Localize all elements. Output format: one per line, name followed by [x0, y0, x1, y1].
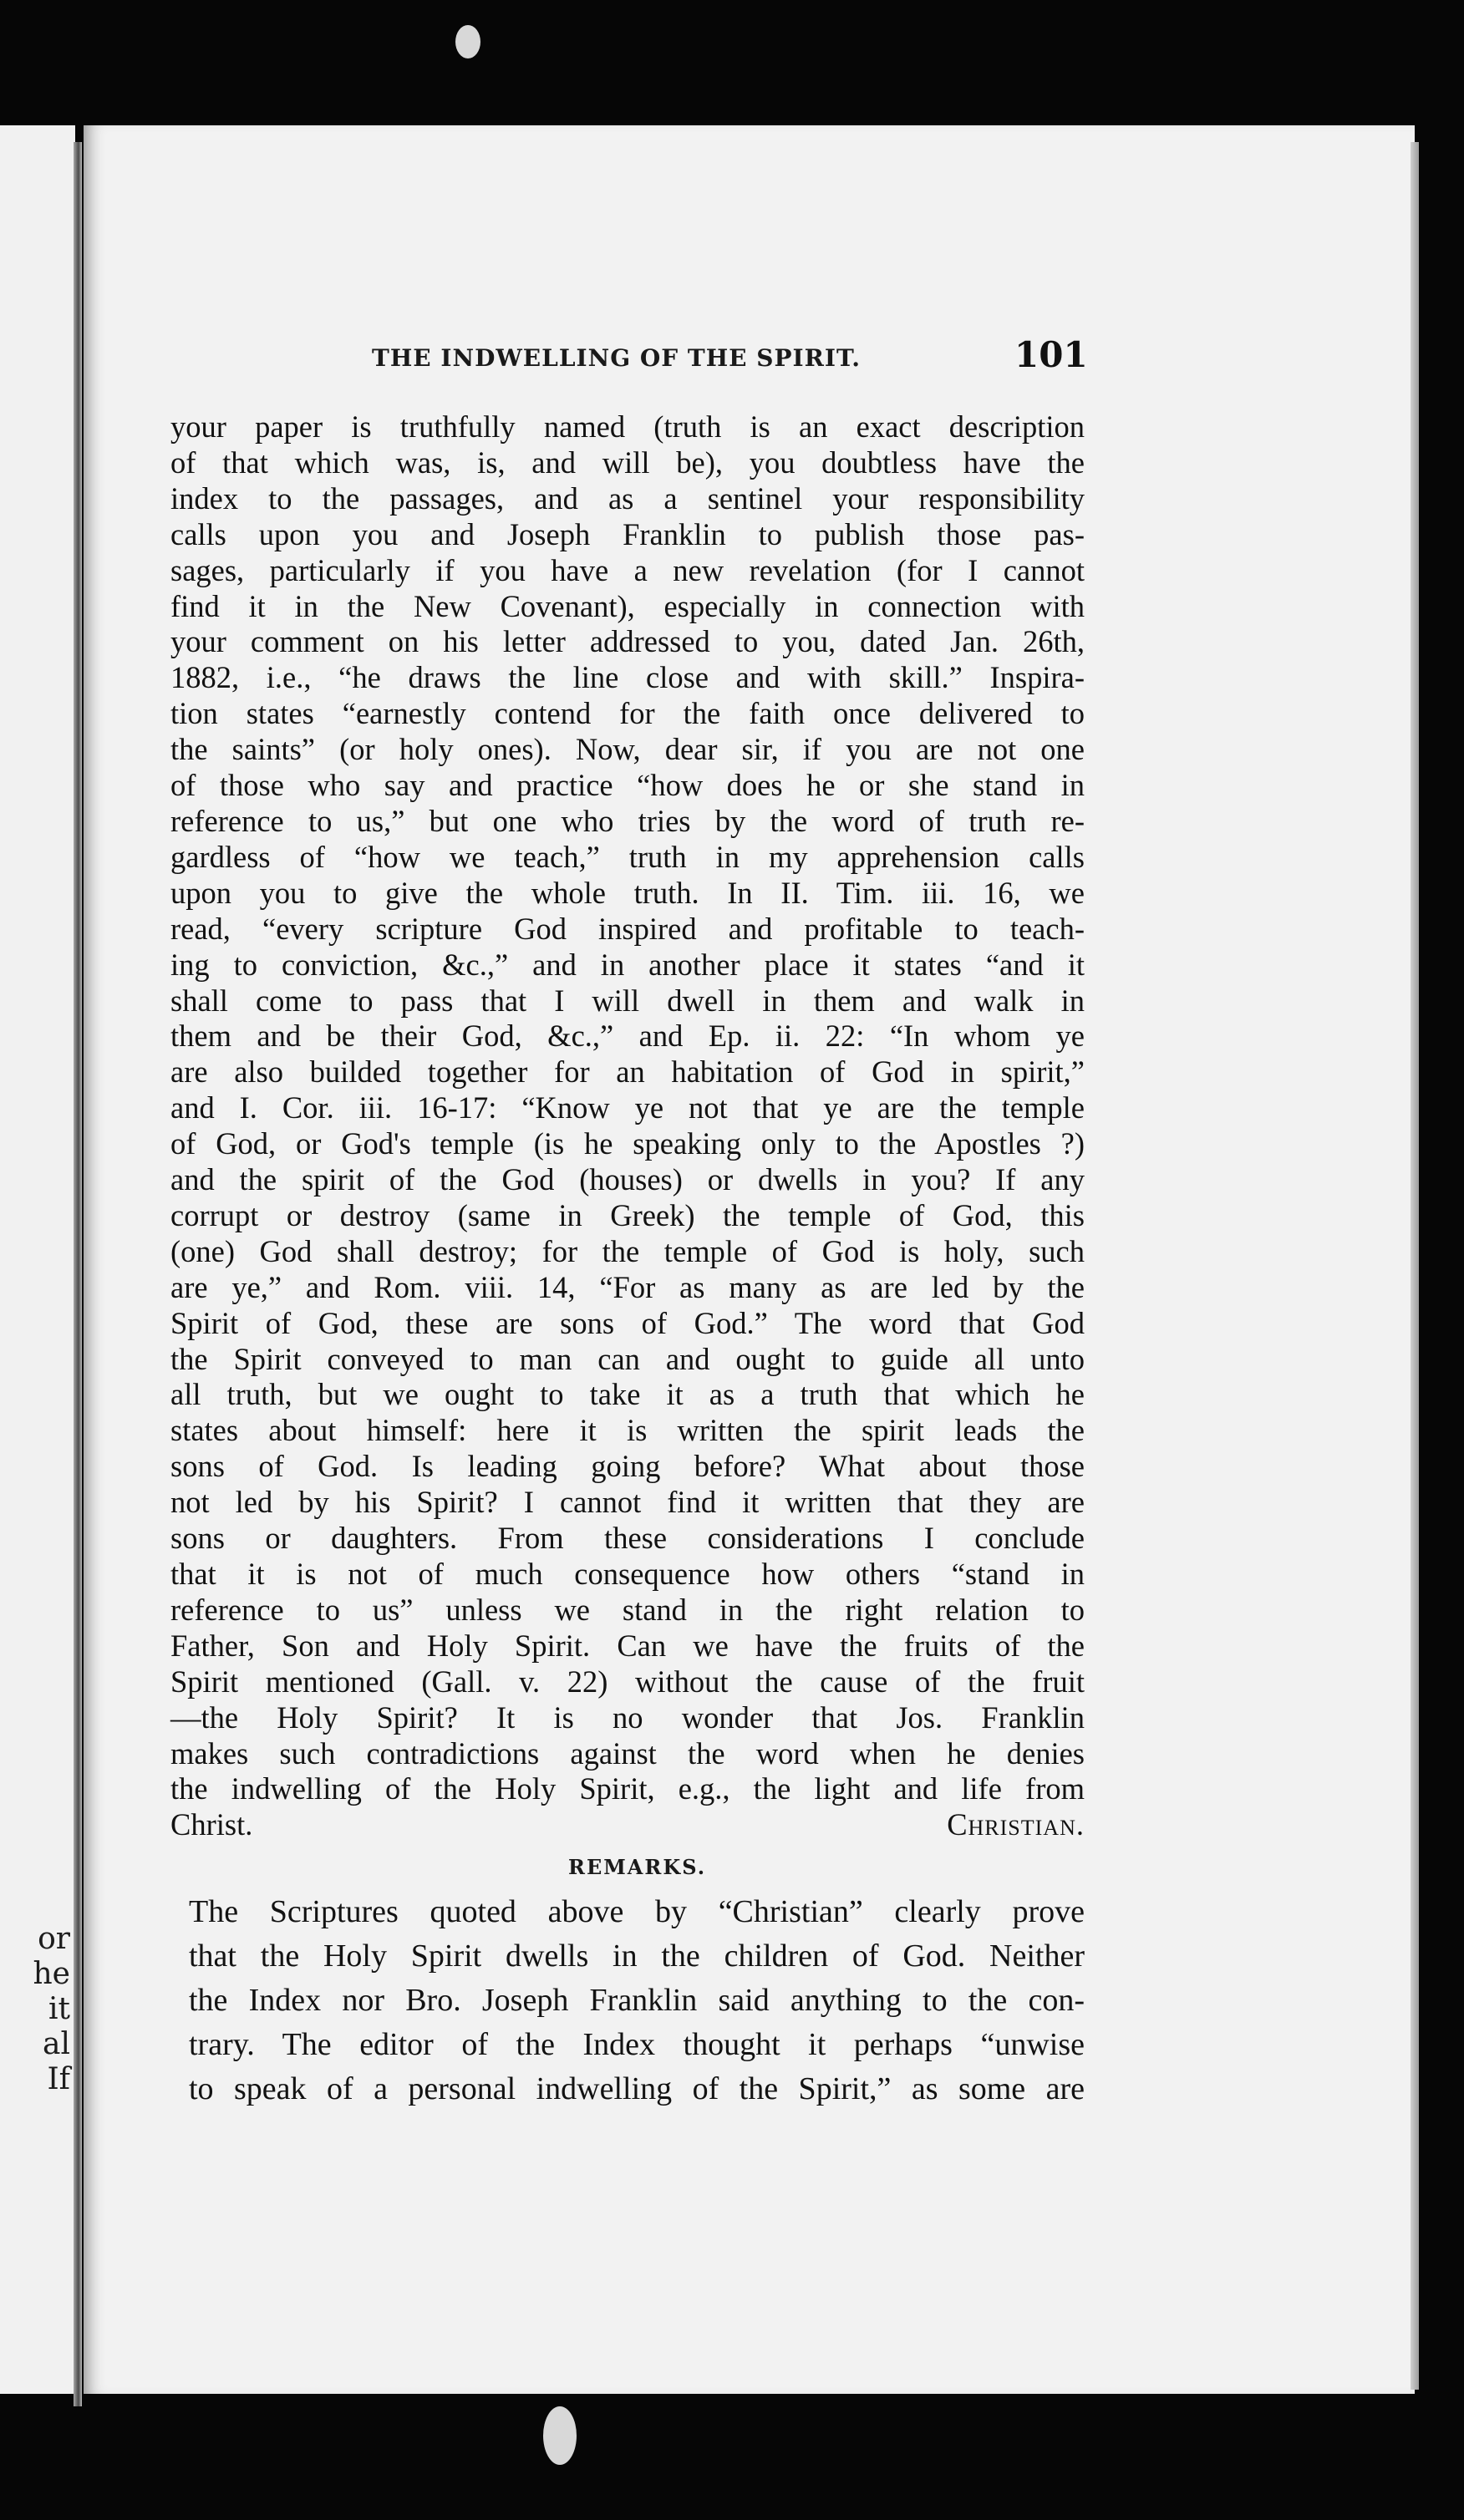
remarks-body — [189, 1890, 1085, 2111]
text-line: the saints” (or holy ones). Now, dear sir, if you are not one — [170, 732, 1085, 767]
text-line: your paper is truthfully named (truth is an exact description — [170, 409, 1085, 444]
text-line: The Scriptures quoted above by “Christian” clearly prove — [189, 1894, 1085, 1929]
running-head: THE INDWELLING OF THE SPIRIT. — [372, 344, 861, 372]
scan-speck — [455, 25, 480, 58]
text-line: ing to conviction, &c.,” and in another place it states “and it — [170, 947, 1085, 982]
text-line: the Spirit conveyed to man can and ought to guide all unto — [170, 1341, 1085, 1376]
text-line: read, “every scripture God inspired and profitable to teach- — [170, 911, 1085, 946]
signature: Christian. — [947, 1807, 1085, 1842]
text-line: them and be their God, &c.,” and Ep. ii. 22: “In whom ye — [170, 1019, 1085, 1054]
text-line: your comment on his letter addressed to you, dated Jan. 26th, — [170, 624, 1085, 659]
text-line: Spirit mentioned (Gall. v. 22) without the cause of the fruit — [170, 1664, 1085, 1699]
text-line: gardless of “how we teach,” truth in my apprehension calls — [170, 839, 1085, 874]
fragment: it — [48, 1992, 70, 2026]
text-line: (one) God shall destroy; for the temple of God is holy, such — [170, 1233, 1085, 1268]
book-gutter — [74, 142, 82, 2406]
text-line: trary. The editor of the Index thought it perhaps “unwise — [189, 2027, 1085, 2062]
fragment: he — [33, 1957, 70, 1991]
text-line: are also builded together for an habitation of God in spirit,” — [170, 1054, 1085, 1090]
text-line: of God, or God's temple (is he speaking only to the Apostles ?) — [170, 1126, 1085, 1161]
text-line: 1882, i.e., “he draws the line close and with skill.” Inspira- — [170, 660, 1085, 695]
text-line: shall come to pass that I will dwell in them and walk in — [170, 983, 1085, 1018]
text-line: not led by his Spirit? I cannot find it written that they are — [170, 1485, 1085, 1520]
page-right-edge — [1411, 142, 1419, 2390]
text-line: —the Holy Spirit? It is no wonder that Jos. Franklin — [170, 1699, 1085, 1735]
text-line: of those who say and practice “how does he or she stand in — [170, 768, 1085, 803]
text-line: sons or daughters. From these considerations I conclude — [170, 1521, 1085, 1556]
text-line: of that which was, is, and will be), you doubtless have the — [170, 445, 1085, 480]
text-line: the indwelling of the Holy Spirit, e.g., the light and life from — [170, 1771, 1085, 1806]
facing-page-text-fragments — [0, 1922, 75, 2097]
text-line: reference to us,” but one who tries by the word of truth re- — [170, 803, 1085, 838]
text-line: sons of God. Is leading going before? What about those — [170, 1449, 1085, 1484]
text-line: corrupt or destroy (same in Greek) the temple of God, this — [170, 1197, 1085, 1232]
scan-speck — [543, 2406, 577, 2465]
text-line-last — [170, 1807, 1085, 1843]
text-line: sages, particularly if you have a new revelation (for I cannot — [170, 552, 1085, 587]
text-line: Spirit of God, these are sons of God.” The word that God — [170, 1305, 1085, 1340]
text-line: reference to us” unless we stand in the right relation to — [170, 1592, 1085, 1627]
text-line: find it in the New Covenant), especially in connection with — [170, 588, 1085, 623]
text-line: Father, Son and Holy Spirit. Can we have the fruits of the — [170, 1628, 1085, 1663]
text-line: tion states “earnestly contend for the faith once delivered to — [170, 696, 1085, 731]
text-line: all truth, but we ought to take it as a truth that which he — [170, 1377, 1085, 1412]
text-line: states about himself: here it is written the spirit leads the — [170, 1413, 1085, 1448]
letter-body — [170, 409, 1085, 1843]
remarks-heading: REMARKS. — [568, 1855, 707, 1879]
fragment: or — [38, 1922, 70, 1956]
text-line: to speak of a personal indwelling of the Spirit,” as some are — [189, 2071, 1085, 2106]
fragment: al — [43, 2027, 70, 2061]
text-line: that it is not of much consequence how others “stand in — [170, 1557, 1085, 1591]
page-number: 101 — [1014, 334, 1088, 375]
text-line: makes such contradictions against the word when he denies — [170, 1735, 1085, 1771]
text-line: the Index nor Bro. Joseph Franklin said anything to the con- — [189, 1983, 1085, 2018]
text-line: index to the passages, and as a sentinel your responsibility — [170, 480, 1085, 516]
text-line: that the Holy Spirit dwells in the children of God. Neither — [189, 1938, 1085, 1974]
text-line: and I. Cor. iii. 16-17: “Know ye not that ye are the temple — [170, 1090, 1085, 1125]
text-line: are ye,” and Rom. viii. 14, “For as many as are led by the — [170, 1269, 1085, 1304]
text-line: upon you to give the whole truth. In II. Tim. iii. 16, we — [170, 875, 1085, 910]
closing-word: Christ. — [170, 1807, 253, 1842]
text-line: calls upon you and Joseph Franklin to publish those pas- — [170, 516, 1085, 551]
fragment: If — [47, 2062, 70, 2096]
text-line: and the spirit of the God (houses) or dwells in you? If any — [170, 1162, 1085, 1197]
